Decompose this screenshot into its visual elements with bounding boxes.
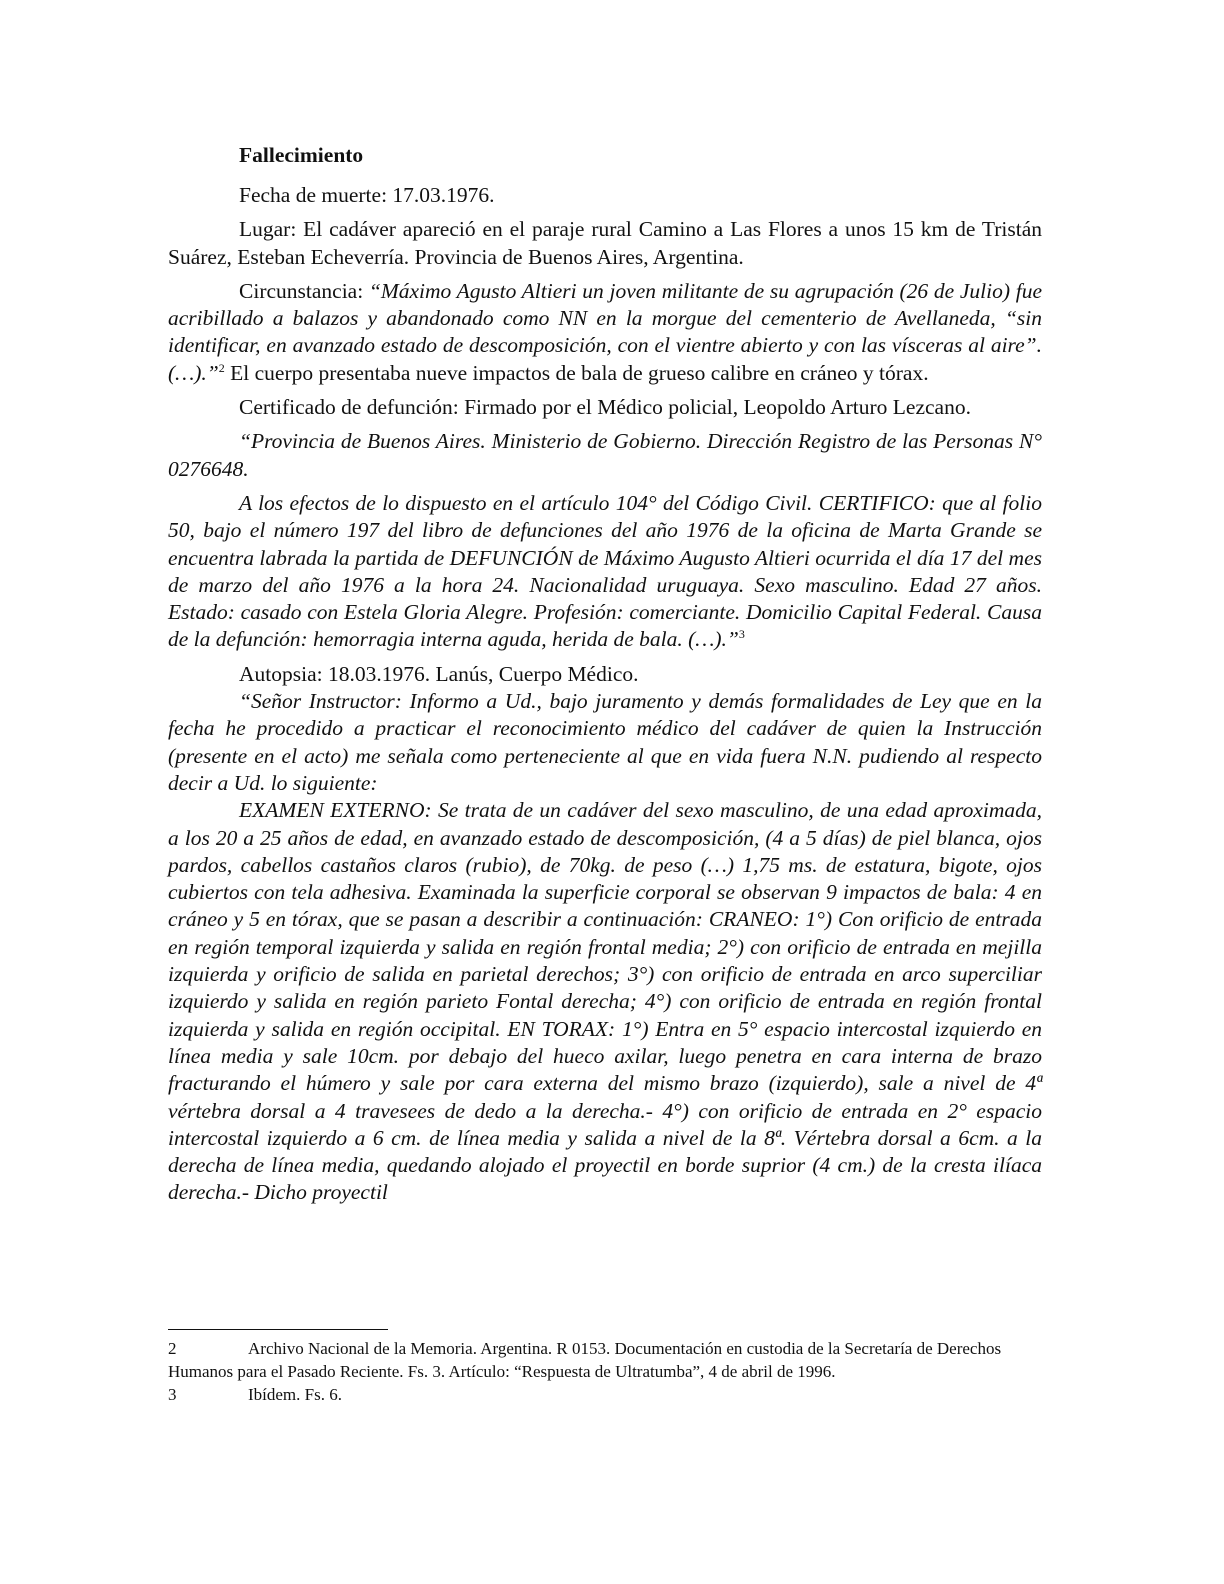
section-heading: Fallecimiento <box>239 143 364 167</box>
footnotes <box>168 1337 1042 1406</box>
footnote-text: Ibídem. Fs. 6. <box>248 1385 342 1404</box>
circunstancia-quote: “Máximo Agusto Altieri un joven militante de su agrupación (26 de Julio) fue acribillado a balazos y abandonado como NN en la morgue del cementerio de Avellaneda, “sin identificar, en avanzado estado de descomposición, con el vientre abierto y con las vísceras al aire”. (…).” <box>168 278 1042 385</box>
paragraph-certificado: Certificado de defunción: Firmado por el Médico policial, Leopoldo Arturo Lezcano. <box>239 395 971 420</box>
examen-quote: EXAMEN EXTERNO: Se trata de un cadáver del sexo masculino, de una edad aproximada, a los 20 a 25 años de edad, en avanzado estado de descomposición, (4 a 5 días) de piel blanca, ojos pardos, cabellos castaños claros (rubio), de 70kg. de peso (…) 1,75 ms. de estatura, bigote, ojos cubiertos con tela adhesiva. Examinada la superficie corporal se observan 9 impactos de bala: 4 en cráneo y 5 en tórax, que se pasan a describir a continuación: CRANEO: 1°) Con orificio de entrada en región temporal izquierda y salida en región frontal media; 2°) con orificio de entrada en mejilla izquierda y orificio de salida en parietal derechos; 3°) con orificio de entrada en arco superciliar izquierdo y salida en región parieto Fontal derecha; 4°) con orificio de entrada en región frontal izquierda y salida en región occipital. EN TORAX: 1°) Entra en 5° espacio intercostal izquierdo en línea media y sale 10cm. por debajo del hueco axilar, luego penetra en cara interna de brazo fracturando el húmero y sale por cara externa del mismo brazo (izquierdo), sale a nivel de 4ª vértebra dorsal a 4 travesees de dedo a la derecha.- 4°) con orificio de entrada en 2° espacio intercostal izquierdo a 6 cm. de línea media y salida a nivel de la 8ª. Vértebra dorsal a 6cm. a la derecha de línea media, quedando alojado el proyectil en borde suprior (4 cm.) de la cresta ilíaca derecha.- Dicho proyectil <box>168 798 1042 1205</box>
paragraph-examen-externo <box>168 797 1042 1206</box>
certifico-quote: A los efectos de lo dispuesto en el artículo 104° del Código Civil. CERTIFICO: que al folio 50, bajo el número 197 del libro de defunciones del año 1976 de la oficina de Marta Grande se encuentra labrada la partida de DEFUNCIÓN de Máximo Augusto Altieri ocurrida el día 17 del mes de marzo del año 1976 a la hora 24. Nacionalidad uruguaya. Sexo masculino. Edad 27 años. Estado: casado con Estela Gloria Alegre. Profesión: comerciante. Domicilio Capital Federal. Causa de la defunción: hemorragia interna aguda, herida de bala. (…).” <box>168 490 1042 652</box>
document-body <box>168 138 1042 1207</box>
provincia-quote: “Provincia de Buenos Aires. Ministerio de Gobierno. Dirección Registro de las Personas N° 0276648. <box>168 429 1042 481</box>
footnote-number: 2 <box>168 1339 177 1358</box>
instructor-quote: “Señor Instructor: Informo a Ud., bajo juramento y demás formalidades de Ley que en la fecha he procedido a practicar el reconocimiento médico del cadáver de quien la Instrucción (presente en el acto) me señala como perteneciente al que en vida fuera N.N. pudiendo al respecto decir a Ud. lo siguiente: <box>168 689 1042 795</box>
paragraph-certifico <box>168 490 1042 654</box>
footnote-2 <box>168 1337 1042 1383</box>
footnote-ref-2[interactable]: 2 <box>218 360 225 375</box>
paragraph-fecha: Fecha de muerte: 17.03.1976. <box>239 183 495 207</box>
footnote-3 <box>168 1383 1042 1406</box>
paragraph-lugar: Lugar: El cadáver apareció en el paraje rural Camino a Las Flores a unos 15 km de Tristán Suárez, Esteban Echeverría. Provincia de Buenos Aires, Argentina. <box>168 217 1042 269</box>
footnote-ref-3[interactable]: 3 <box>738 627 745 642</box>
circunstancia-label: Circunstancia: <box>239 278 369 303</box>
footnote-text: Archivo Nacional de la Memoria. Argentina. R 0153. Documentación en custodia de la Secretaría de Derechos Humanos para el Pasado Reciente. Fs. 3. Artículo: “Respuesta de Ultratumba”, 4 de abril de 1996. <box>168 1339 1002 1381</box>
footnote-separator <box>168 1329 388 1330</box>
circunstancia-text: El cuerpo presentaba nueve impactos de bala de grueso calibre en cráneo y tórax. <box>224 360 929 385</box>
footnote-number: 3 <box>168 1385 177 1404</box>
paragraph-provincia <box>168 428 1042 483</box>
paragraph-instructor <box>168 688 1042 797</box>
paragraph-circunstancia <box>168 278 1042 387</box>
paragraph-autopsia: Autopsia: 18.03.1976. Lanús, Cuerpo Médico. <box>239 661 639 686</box>
